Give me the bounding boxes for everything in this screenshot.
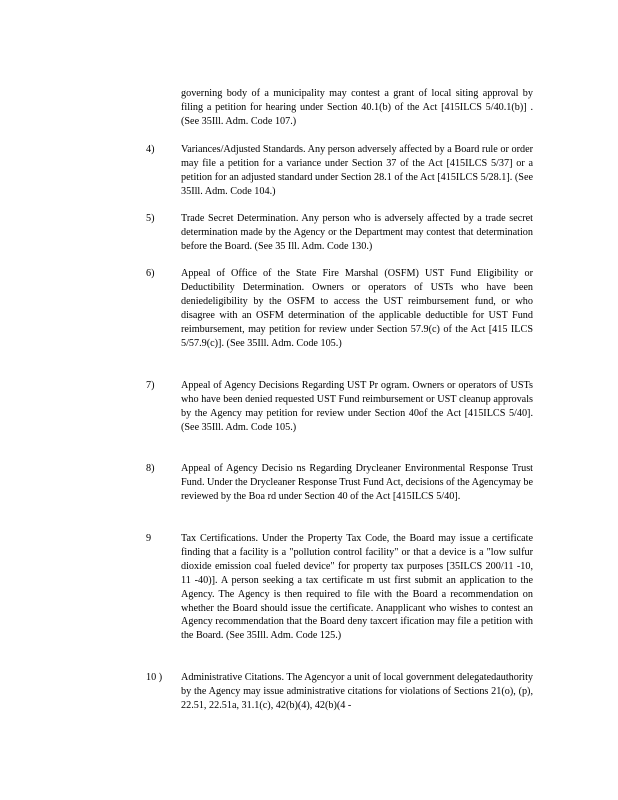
item-number: 10 ) [146,672,163,683]
item-text-osfm-appeal: Appeal of Office of the State Fire Marshal (OSFM) UST Fund Eligibility or Deductibility Determination. Owners or operators of USTs who have been deniedeligibility by the OSFM to access the UST reimbursement fund, or who disagree with an OSFM determination of the applicable deductible for UST Fund reimbursement, may petition for review under Section 57.9(c) of the Act [415 ILCS 5/57.9(c)]. (See 35Ill. Adm. Code 105.) [181,268,533,349]
item-number: 6) [146,268,155,279]
item-number: 8) [146,463,155,474]
item-number: 9 [146,533,152,544]
item-text-variances: Variances/Adjusted Standards. Any person adversely affected by a Board rule or order may file a petition for a variance under Section 37 of the Act [415ILCS 5/37] or a petition for an adjusted standard under Section 28.1 of the Act [415ILCS 5/28.1]. (See 35Ill. Adm. Code 104.) [181,144,533,197]
continuation-paragraph: governing body of a municipality may contest a grant of local siting approval by filing a petition for hearing under Section 40.1(b) of the Act [415ILCS 5/40.1(b)] . (See 35Ill. Adm. Code 107.) [181,88,533,127]
item-text-administrative-citations: Administrative Citations. The Agencyor a unit of local government delegatedauthority by the Agency may issue administrative citations for violations of Sections 21(o), (p), 22.51, 22.51a, 31.1(c), 42(b)(4), 42(b)(4 - [181,672,533,711]
item-number: 4) [146,144,155,155]
item-text-drycleaner-appeal: Appeal of Agency Decisio ns Regarding Drycleaner Environmental Response Trust Fund. Under the Drycleaner Response Trust Fund Act, decisions of the Agencymay be reviewed by the Boa rd under Section 40 of the Act [415ILCS 5/40]. [181,463,533,502]
item-number: 5) [146,213,155,224]
item-text-ust-appeal: Appeal of Agency Decisions Regarding UST Pr ogram. Owners or operators of USTs who have been denied requested UST Fund reimbursement or UST cleanup approvals by the Agency may petition for review under Section 40of the Act [415ILCS 5/40]. (See 35Ill. Adm. Code 105.) [181,380,533,433]
item-text-trade-secret: Trade Secret Determination. Any person who is adversely affected by a trade secret determination made by the Agency or the Department may contest that determination before the Board. (See 35 Ill. Adm. Code 130.) [181,213,533,252]
item-text-tax-certifications: Tax Certifications. Under the Property Tax Code, the Board may issue a certificate finding that a facility is a "pollution control facility" or that a device is a "low sulfur dioxide emission coal fueled device" for property tax purposes [35ILCS 200/11 -10, 11 -40)]. A person seeking a tax certificate m ust first submit an application to the Agency. The Agency is then required to file with the Board a recommendation on whether the Board should issue the certificate. Anapplicant who wishes to contest an Agency recommendation that the Board deny taxcert ification may file a petition with the Board. (See 35Ill. Adm. Code 125.) [181,533,533,642]
item-number: 7) [146,380,155,391]
